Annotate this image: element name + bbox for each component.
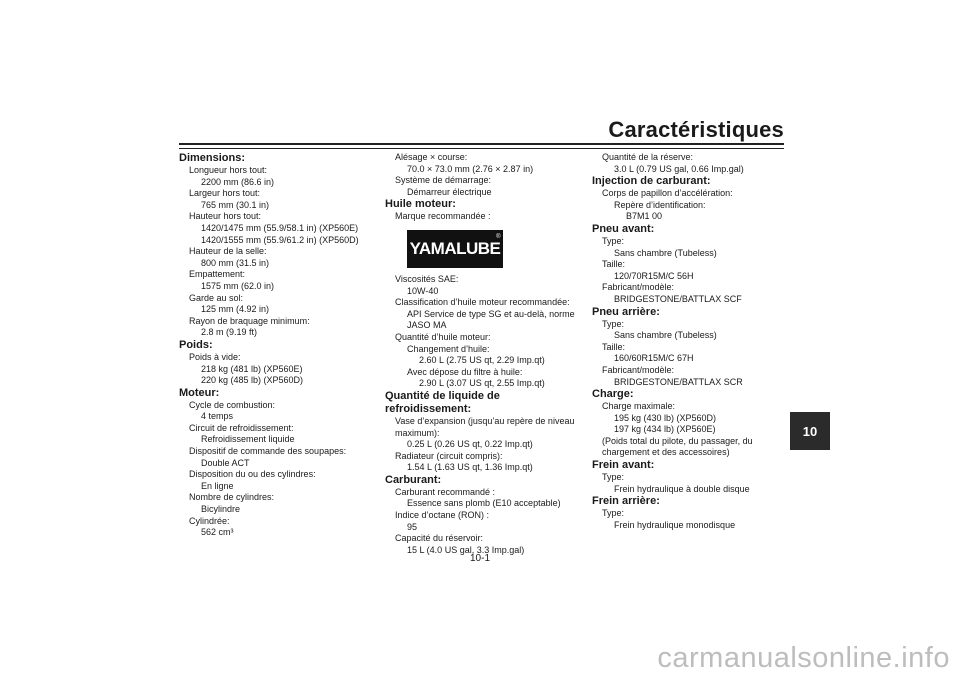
spec-line: 70.0 × 73.0 mm (2.76 × 2.87 in) <box>407 163 534 174</box>
spec-line: 1420/1475 mm (55.9/58.1 in) (XP560E) <box>201 222 359 233</box>
spec-line: Charge maximale: <box>602 401 676 412</box>
spec-line: Carburant recommandé : <box>395 486 496 497</box>
spec-line: API Service de type SG et au-delà, norme <box>407 308 575 319</box>
spec-line: 10W-40 <box>407 285 439 296</box>
spec-line: 197 kg (434 lb) (XP560E) <box>614 424 716 435</box>
spec-line: 220 kg (485 lb) (XP560D) <box>201 375 304 386</box>
section-heading: Huile moteur: <box>385 198 456 211</box>
spec-line: Largeur hors tout: <box>189 188 261 199</box>
section-heading: Pneu arrière: <box>592 305 660 318</box>
section-heading: Frein arrière: <box>592 495 660 508</box>
spec-column-3 <box>592 152 792 531</box>
page-title: Caractéristiques <box>608 117 784 142</box>
spec-line: maximum): <box>395 427 440 438</box>
watermark: carmanualsonline.info <box>657 642 950 674</box>
spec-line: 1.54 L (1.63 US qt, 1.36 Imp.qt) <box>407 462 533 473</box>
spec-line: Démarreur électrique <box>407 186 492 197</box>
spec-line: Avec dépose du filtre à huile: <box>407 366 523 377</box>
spec-line: Refroidissement liquide <box>201 434 295 445</box>
spec-line: 15 L (4.0 US gal, 3.3 Imp.gal) <box>407 544 525 555</box>
spec-line: Capacité du réservoir: <box>395 533 484 544</box>
spec-line: Viscosités SAE: <box>395 273 459 284</box>
spec-line: Classification d’huile moteur recommandée: <box>395 297 570 308</box>
spec-line: Nombre de cylindres: <box>189 492 275 503</box>
spec-line: Quantité de la réserve: <box>602 152 694 162</box>
section-heading: Carburant: <box>385 473 442 486</box>
logo-text: YAMALUBE <box>409 239 501 259</box>
spec-line: Poids à vide: <box>189 351 241 362</box>
spec-line: Marque recommandée : <box>395 211 491 222</box>
spec-line: Changement d’huile: <box>407 343 490 354</box>
spec-line: Quantité d’huile moteur: <box>395 331 491 342</box>
spec-line: Taille: <box>602 259 626 270</box>
spec-line: 2.90 L (3.07 US qt, 2.55 Imp.qt) <box>419 378 545 389</box>
spec-line: Fabricant/modèle: <box>602 364 675 375</box>
spec-line: Hauteur hors tout: <box>189 211 262 222</box>
spec-line: B7M1 00 <box>626 211 663 222</box>
spec-line: Indice d’octane (RON) : <box>395 510 490 521</box>
spec-line: 4 temps <box>201 411 234 422</box>
spec-line: Double ACT <box>201 457 250 468</box>
section-heading: Dimensions: <box>179 152 246 164</box>
spec-line: Type: <box>602 508 625 519</box>
page-number: 10-1 <box>470 553 491 564</box>
spec-line: Cycle de combustion: <box>189 399 276 410</box>
spec-line: Circuit de refroidissement: <box>189 422 294 433</box>
spec-line: Fabricant/modèle: <box>602 282 675 293</box>
spec-line: 0.25 L (0.26 US qt, 0.22 Imp.qt) <box>407 439 533 450</box>
spec-line: 800 mm (31.5 in) <box>201 257 270 268</box>
chapter-tab[interactable]: 10 <box>790 412 830 450</box>
section-heading: Injection de carburant: <box>592 175 711 188</box>
spec-line: Frein hydraulique monodisque <box>614 519 736 530</box>
spec-line: En ligne <box>201 480 234 491</box>
spec-column-1 <box>179 152 379 539</box>
section-heading: Charge: <box>592 388 634 401</box>
section-heading: Moteur: <box>179 386 220 399</box>
spec-line: 1575 mm (62.0 in) <box>201 280 275 291</box>
spec-line: Système de démarrage: <box>395 175 492 186</box>
spec-line: 120/70R15M/C 56H <box>614 270 694 281</box>
header-rule-thick <box>179 143 784 145</box>
spec-line: BRIDGESTONE/BATTLAX SCR <box>614 376 743 387</box>
yamalube-logo <box>407 230 503 268</box>
spec-line: Bicylindre <box>201 504 241 515</box>
spec-line: Type: <box>602 472 625 483</box>
spec-line: Sans chambre (Tubeless) <box>614 247 717 258</box>
spec-column-2 <box>385 152 585 556</box>
section-heading: Poids: <box>179 338 213 351</box>
header-rule-thin <box>179 148 784 149</box>
spec-line: 195 kg (430 lb) (XP560D) <box>614 412 717 423</box>
spec-line: Garde au sol: <box>189 292 244 303</box>
spec-line: Longueur hors tout: <box>189 165 268 175</box>
spec-line: Type: <box>602 318 625 329</box>
section-heading: Frein avant: <box>592 459 655 472</box>
spec-line: chargement et des accessoires) <box>602 447 730 458</box>
spec-line: Hauteur de la selle: <box>189 246 267 257</box>
spec-line: Frein hydraulique à double disque <box>614 483 750 494</box>
spec-line: Sans chambre (Tubeless) <box>614 330 717 341</box>
spec-line: 95 <box>407 521 418 532</box>
spec-line: 765 mm (30.1 in) <box>201 199 270 210</box>
spec-line: Dispositif de commande des soupapes: <box>189 446 347 457</box>
spec-line: Vase d’expansion (jusqu’au repère de niveau <box>395 415 575 426</box>
spec-line: BRIDGESTONE/BATTLAX SCF <box>614 293 742 304</box>
spec-line: 2.60 L (2.75 US qt, 2.29 Imp.qt) <box>419 355 545 366</box>
spec-line: (Poids total du pilote, du passager, du <box>602 435 753 446</box>
section-heading: Quantité de liquide de refroidissement: <box>385 389 500 415</box>
section-heading: Pneu avant: <box>592 222 655 235</box>
spec-line: 160/60R15M/C 67H <box>614 353 694 364</box>
spec-line: Alésage × course: <box>395 152 468 162</box>
spec-line: Radiateur (circuit compris): <box>395 450 503 461</box>
spec-line: 562 cm³ <box>201 527 234 538</box>
spec-line: Type: <box>602 235 625 246</box>
spec-line: Rayon de braquage minimum: <box>189 315 310 326</box>
spec-line: Taille: <box>602 341 626 352</box>
spec-line: Cylindrée: <box>189 515 230 526</box>
spec-line: 2200 mm (86.6 in) <box>201 176 275 187</box>
spec-line: Empattement: <box>189 269 246 280</box>
spec-line: 3.0 L (0.79 US gal, 0.66 Imp.gal) <box>614 163 744 174</box>
spec-line: 218 kg (481 lb) (XP560E) <box>201 363 303 374</box>
spec-line: Disposition du ou des cylindres: <box>189 469 316 480</box>
spec-line: Essence sans plomb (E10 acceptable) <box>407 498 561 509</box>
spec-line: 1420/1555 mm (55.9/61.2 in) (XP560D) <box>201 234 359 245</box>
spec-line: Repère d’identification: <box>614 199 706 210</box>
registered-mark: ® <box>496 233 500 240</box>
spec-line: 125 mm (4.92 in) <box>201 304 270 315</box>
spec-line: 2.8 m (9.19 ft) <box>201 327 258 338</box>
spec-line: JASO MA <box>407 320 447 331</box>
spec-line: Corps de papillon d’accélération: <box>602 188 733 199</box>
